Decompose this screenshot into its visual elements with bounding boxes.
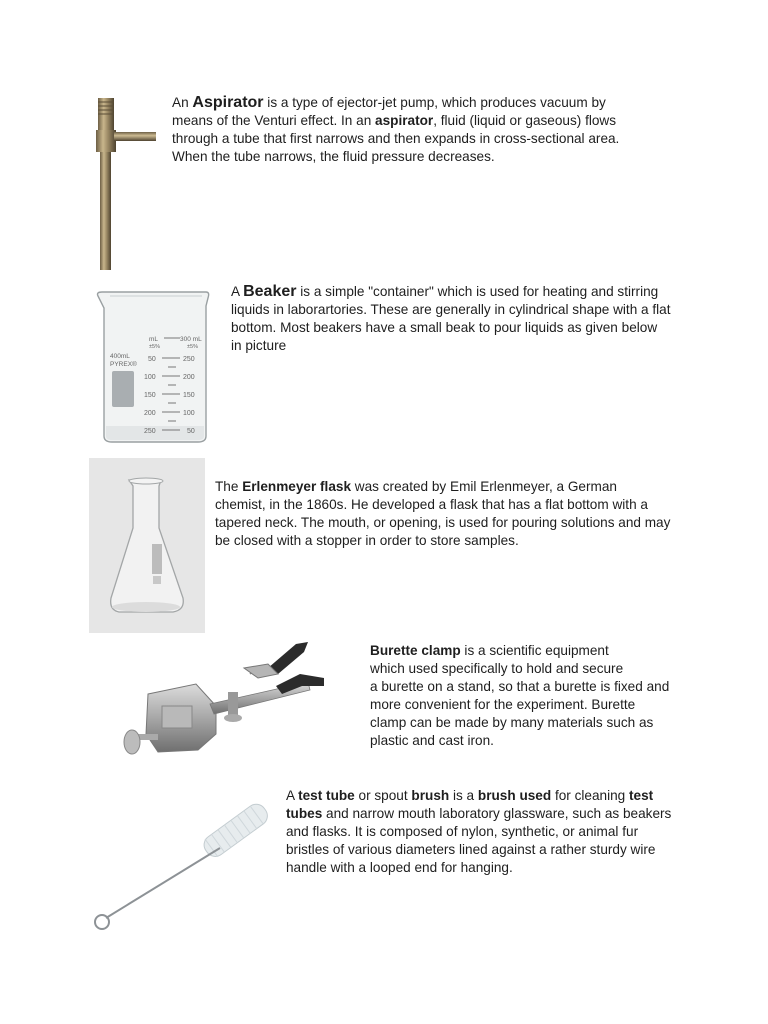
svg-text:100: 100 <box>183 410 195 417</box>
svg-text:200: 200 <box>144 410 156 417</box>
beaker-capacity: 400mL <box>110 353 130 360</box>
aspirator-image <box>90 92 162 274</box>
aspirator-term: Aspirator <box>192 94 264 111</box>
beaker-description: A Beaker is a simple "container" which is used for heating and stirring liquids in laborartories. These are generally in cylindrical shape with a flat bottom. Most beakers have a small beak to pour liquids as given below in picture <box>231 283 671 353</box>
clamp-term: Burette clamp <box>370 643 461 658</box>
beaker-image <box>92 286 216 446</box>
test-tube-brush-image <box>90 786 276 936</box>
svg-text:±5%: ±5% <box>149 344 160 350</box>
svg-text:150: 150 <box>183 392 195 399</box>
svg-text:100: 100 <box>144 374 156 381</box>
svg-text:250: 250 <box>183 356 195 363</box>
beaker-brand: PYREX® <box>110 361 137 368</box>
burette-clamp-image <box>118 634 338 766</box>
svg-text:50: 50 <box>187 428 195 435</box>
svg-text:50: 50 <box>148 356 156 363</box>
beaker-term: Beaker <box>243 283 297 300</box>
svg-text:mL: mL <box>149 336 159 343</box>
flask-description: The Erlenmeyer flask was created by Emil Erlenmeyer, a German chemist, in the 1860s. He developed a flask that has a flat bottom with a tapered neck. The mouth, or opening, is used for pouring solutions and may be closed with a stopper in order to store samples. <box>215 479 671 548</box>
svg-text:200: 200 <box>183 374 195 381</box>
erlenmeyer-flask-image <box>89 458 205 633</box>
flask-term: Erlenmeyer flask <box>242 479 352 494</box>
svg-text:300 mL: 300 mL <box>180 336 202 343</box>
aspirator-description: An Aspirator is a type of ejector-jet pump, which produces vacuum by means of the Venturi effect. In an aspirator, fluid (liquid or gaseous) flows through a tube that first narrows and then expands in cross-sectional area. When the tube narrows, the fluid pressure decreases. <box>172 94 620 164</box>
svg-text:±5%: ±5% <box>187 344 198 350</box>
brush-description: A test tube or spout brush is a brush used for cleaning test tubes and narrow mouth laboratory glassware, such as beakers and flasks. It is composed of nylon, synthetic, or animal fur bristles of various diameters lined against a rather sturdy wire handle with a looped end for hanging. <box>286 788 672 875</box>
clamp-description: Burette clamp is a scientific equipment which used specifically to hold and secure a burette on a stand, so that a burette is fixed and more convenient for the experiment. Burette clamp can be made by many materials such as plastic and cast iron. <box>370 643 670 748</box>
svg-text:150: 150 <box>144 392 156 399</box>
svg-text:250: 250 <box>144 428 156 435</box>
